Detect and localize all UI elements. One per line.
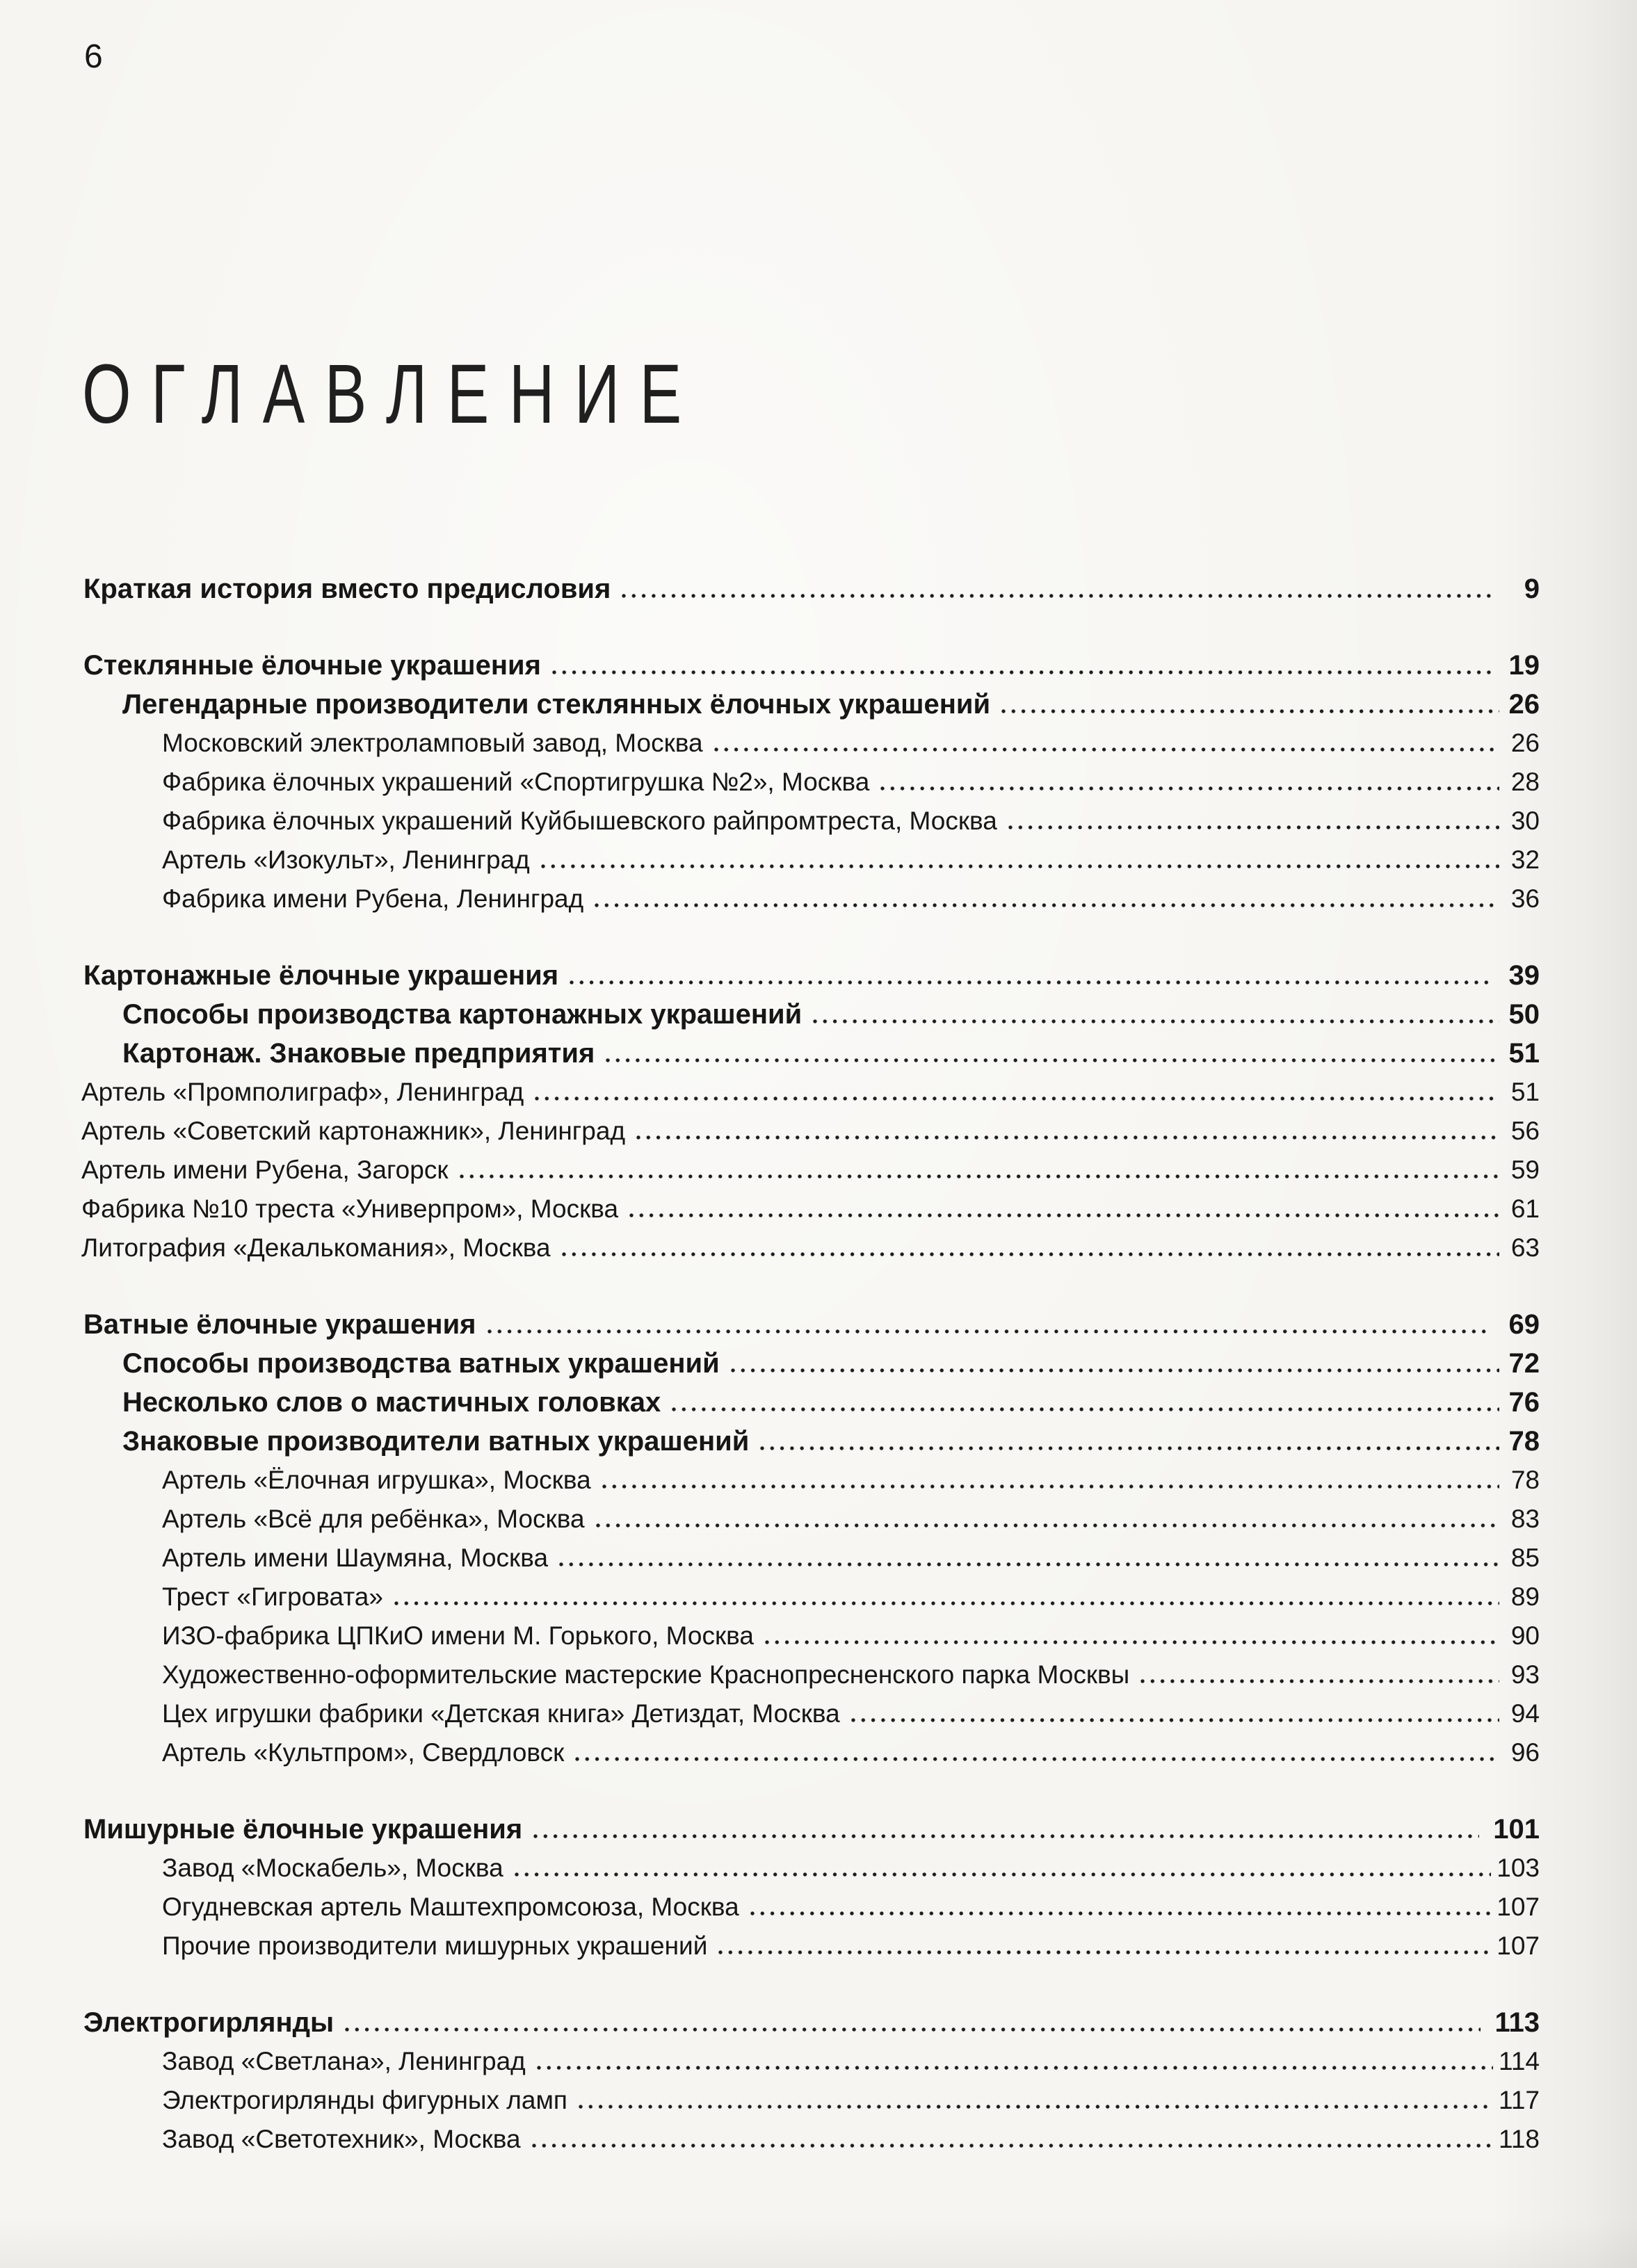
- toc-entry: [162, 1578, 1540, 1617]
- toc-entry-label: Артель «Всё для ребёнка», Москва: [162, 1505, 585, 1533]
- toc-section: [83, 1305, 1540, 1772]
- toc-entry-page: 113: [1494, 2007, 1540, 2038]
- toc-entry-page: 90: [1510, 1621, 1540, 1650]
- dot-leader: [728, 1366, 1499, 1372]
- toc-entry-label: Ватные ёлочные украшения: [83, 1309, 476, 1340]
- toc-entry: [81, 1190, 1540, 1229]
- dot-leader: [593, 1521, 1499, 1528]
- page-number: 6: [84, 38, 103, 75]
- toc-entry-page: 39: [1508, 960, 1540, 991]
- dot-leader: [1138, 1676, 1499, 1683]
- toc-entry-page: 93: [1510, 1660, 1540, 1689]
- toc-entry-page: 36: [1510, 884, 1540, 913]
- page-title: ОГЛАВЛЕНИЕ: [82, 346, 702, 441]
- toc-entry-page: 78: [1508, 1426, 1540, 1457]
- toc-entry: [162, 1733, 1540, 1772]
- toc-entry-page: 69: [1508, 1309, 1540, 1340]
- toc-entry-label: Завод «Светлана», Ленинград: [162, 2047, 526, 2075]
- dot-leader: [748, 1909, 1492, 1915]
- toc-entry-page: 51: [1508, 1038, 1540, 1069]
- toc-entry: [83, 1810, 1540, 1849]
- dot-leader: [592, 900, 1499, 907]
- toc-entry-label: Несколько слов о мастичных головках: [122, 1387, 661, 1418]
- toc-entry: [122, 1344, 1540, 1383]
- toc-entry: [162, 763, 1540, 802]
- dot-leader: [538, 861, 1499, 868]
- toc-entry: [122, 995, 1540, 1034]
- toc-entry: [162, 1927, 1540, 1966]
- dot-leader: [532, 1094, 1499, 1101]
- toc-entry: [162, 880, 1540, 918]
- toc-entry-page: 107: [1497, 1931, 1540, 1960]
- toc-entry-page: 117: [1499, 2086, 1540, 2114]
- toc-entry-page: 63: [1510, 1233, 1540, 1262]
- scan-edge-shadow: [0, 2219, 1637, 2268]
- toc-entry: [81, 1229, 1540, 1267]
- toc-entry: [122, 1422, 1540, 1461]
- toc-entry-label: Артель «Ёлочная игрушка», Москва: [162, 1466, 591, 1494]
- dot-leader: [342, 2025, 1481, 2032]
- toc-entry-label: Электрогирлянды фигурных ламп: [162, 2086, 567, 2114]
- toc-entry: [162, 802, 1540, 841]
- toc-entry-label: Электрогирлянды: [83, 2007, 334, 2038]
- toc-entry-page: 28: [1510, 768, 1540, 796]
- toc-entry-page: 76: [1508, 1387, 1540, 1418]
- table-of-contents: [83, 569, 1540, 2159]
- toc-entry: [162, 1849, 1540, 1888]
- dot-leader: [556, 1560, 1499, 1566]
- dot-leader: [576, 2102, 1493, 2109]
- toc-entry-page: 59: [1510, 1156, 1540, 1184]
- toc-entry: [162, 841, 1540, 880]
- toc-entry-page: 78: [1510, 1466, 1540, 1494]
- toc-entry: [83, 956, 1540, 995]
- toc-entry-label: Стеклянные ёлочные украшения: [83, 650, 541, 681]
- toc-entry: [162, 1655, 1540, 1694]
- toc-entry-label: Артель имени Шаумяна, Москва: [162, 1544, 549, 1572]
- toc-entry-label: Трест «Гигровата»: [162, 1582, 383, 1611]
- toc-entry-label: Прочие производители мишурных украшений: [162, 1931, 708, 1960]
- toc-entry-label: Литография «Декалькомания», Москва: [81, 1233, 551, 1262]
- toc-entry-page: 26: [1510, 729, 1540, 757]
- toc-entry: [122, 1034, 1540, 1073]
- dot-leader: [999, 706, 1499, 713]
- dot-leader: [457, 1172, 1499, 1178]
- toc-entry-label: Цех игрушки фабрики «Детская книга» Детиздат, Москва: [162, 1699, 840, 1728]
- dot-leader: [878, 784, 1499, 791]
- toc-entry-page: 30: [1510, 807, 1540, 835]
- dot-leader: [572, 1754, 1499, 1761]
- toc-entry: [162, 1694, 1540, 1733]
- toc-entry: [83, 2003, 1540, 2042]
- toc-entry-page: 85: [1510, 1544, 1540, 1572]
- dot-leader: [757, 1443, 1499, 1450]
- toc-entry-label: Мишурные ёлочные украшения: [83, 1814, 523, 1845]
- toc-entry: [162, 2081, 1540, 2120]
- toc-entry-label: Артель «Советский картонажник», Ленинград: [81, 1117, 626, 1145]
- toc-entry-label: Артель «Культпром», Свердловск: [162, 1738, 565, 1767]
- dot-leader: [549, 667, 1491, 674]
- toc-entry-page: 96: [1510, 1738, 1540, 1767]
- toc-entry-label: Завод «Москабель», Москва: [162, 1854, 503, 1882]
- toc-entry-page: 61: [1510, 1194, 1540, 1223]
- toc-entry-page: 72: [1508, 1348, 1540, 1379]
- dot-leader: [716, 1947, 1491, 1954]
- dot-leader: [534, 2063, 1493, 2070]
- toc-entry-page: 114: [1499, 2047, 1540, 2075]
- toc-entry: [162, 1461, 1540, 1500]
- toc-entry: [162, 1888, 1540, 1927]
- toc-section: [83, 956, 1540, 1267]
- toc-entry-label: Картонажные ёлочные украшения: [83, 960, 559, 991]
- toc-entry-page: 103: [1497, 1854, 1540, 1882]
- toc-entry-page: 101: [1493, 1814, 1540, 1845]
- toc-entry-page: 9: [1524, 574, 1540, 604]
- toc-entry-label: Фабрика имени Рубена, Ленинград: [162, 884, 584, 913]
- toc-entry: [83, 646, 1540, 685]
- dot-leader: [619, 591, 1491, 598]
- toc-entry-label: Художественно-оформительские мастерские Краснопресненского парка Москвы: [162, 1660, 1130, 1689]
- toc-entry-label: Артель имени Рубена, Загорск: [81, 1156, 449, 1184]
- toc-entry-page: 51: [1510, 1078, 1540, 1106]
- toc-entry-label: Краткая история вместо предисловия: [83, 574, 611, 604]
- toc-entry-label: ИЗО-фабрика ЦПКиО имени М. Горького, Москва: [162, 1621, 754, 1650]
- toc-entry-page: 83: [1510, 1505, 1540, 1533]
- toc-entry-label: Легендарные производители стеклянных ёлочных украшений: [122, 689, 991, 720]
- toc-entry-label: Огудневская артель Маштехпромсоюза, Москва: [162, 1893, 739, 1921]
- dot-leader: [627, 1210, 1499, 1217]
- toc-entry-label: Фабрика ёлочных украшений Куйбышевского райпромтреста, Москва: [162, 807, 997, 835]
- toc-entry-page: 50: [1508, 999, 1540, 1030]
- dot-leader: [567, 978, 1491, 985]
- toc-entry-label: Способы производства ватных украшений: [122, 1348, 720, 1379]
- toc-entry-label: Артель «Промполиграф», Ленинград: [81, 1078, 524, 1106]
- toc-entry-label: Знаковые производители ватных украшений: [122, 1426, 750, 1457]
- dot-leader: [512, 1870, 1492, 1877]
- toc-entry-page: 19: [1508, 650, 1540, 681]
- toc-entry-page: 56: [1510, 1117, 1540, 1145]
- toc-section: [83, 646, 1540, 918]
- dot-leader: [634, 1133, 1499, 1140]
- toc-entry: [81, 1112, 1540, 1151]
- toc-entry: [162, 2042, 1540, 2081]
- dot-leader: [1006, 823, 1499, 829]
- dot-leader: [485, 1327, 1492, 1334]
- toc-entry: [162, 1500, 1540, 1539]
- toc-entry-label: Московский электроламповый завод, Москва: [162, 729, 703, 757]
- toc-section: [83, 1810, 1540, 1966]
- toc-entry: [162, 1617, 1540, 1655]
- toc-entry-label: Способы производства картонажных украшений: [122, 999, 803, 1030]
- toc-entry: [81, 1151, 1540, 1190]
- dot-leader: [559, 1249, 1499, 1256]
- dot-leader: [669, 1404, 1499, 1411]
- toc-entry-page: 107: [1497, 1893, 1540, 1921]
- toc-section: [83, 2003, 1540, 2159]
- toc-entry-page: 94: [1510, 1699, 1540, 1728]
- dot-leader: [810, 1016, 1499, 1023]
- dot-leader: [762, 1637, 1499, 1644]
- dot-leader: [531, 1831, 1479, 1838]
- toc-entry-label: Завод «Светотехник», Москва: [162, 2125, 521, 2153]
- toc-entry: [162, 724, 1540, 763]
- toc-entry: [83, 569, 1540, 608]
- dot-leader: [529, 2141, 1493, 2148]
- toc-entry: [122, 1383, 1540, 1422]
- toc-entry-label: Картонаж. Знаковые предприятия: [122, 1038, 595, 1069]
- dot-leader: [599, 1482, 1499, 1489]
- dot-leader: [848, 1715, 1499, 1722]
- toc-entry-label: Фабрика ёлочных украшений «Спортигрушка №2», Москва: [162, 768, 870, 796]
- toc-entry: [83, 1305, 1540, 1344]
- dot-leader: [711, 745, 1499, 752]
- toc-section: [83, 569, 1540, 608]
- toc-entry-label: Фабрика №10 треста «Универпром», Москва: [81, 1194, 619, 1223]
- toc-entry: [81, 1073, 1540, 1112]
- toc-entry: [162, 2120, 1540, 2159]
- dot-leader: [603, 1055, 1499, 1062]
- toc-entry-page: 26: [1508, 689, 1540, 720]
- toc-entry-page: 32: [1510, 845, 1540, 874]
- toc-entry-page: 89: [1510, 1582, 1540, 1611]
- dot-leader: [392, 1598, 1499, 1605]
- toc-entry-label: Артель «Изокульт», Ленинград: [162, 845, 530, 874]
- toc-entry: [162, 1539, 1540, 1578]
- toc-entry: [122, 685, 1540, 724]
- toc-entry-page: 118: [1499, 2125, 1540, 2153]
